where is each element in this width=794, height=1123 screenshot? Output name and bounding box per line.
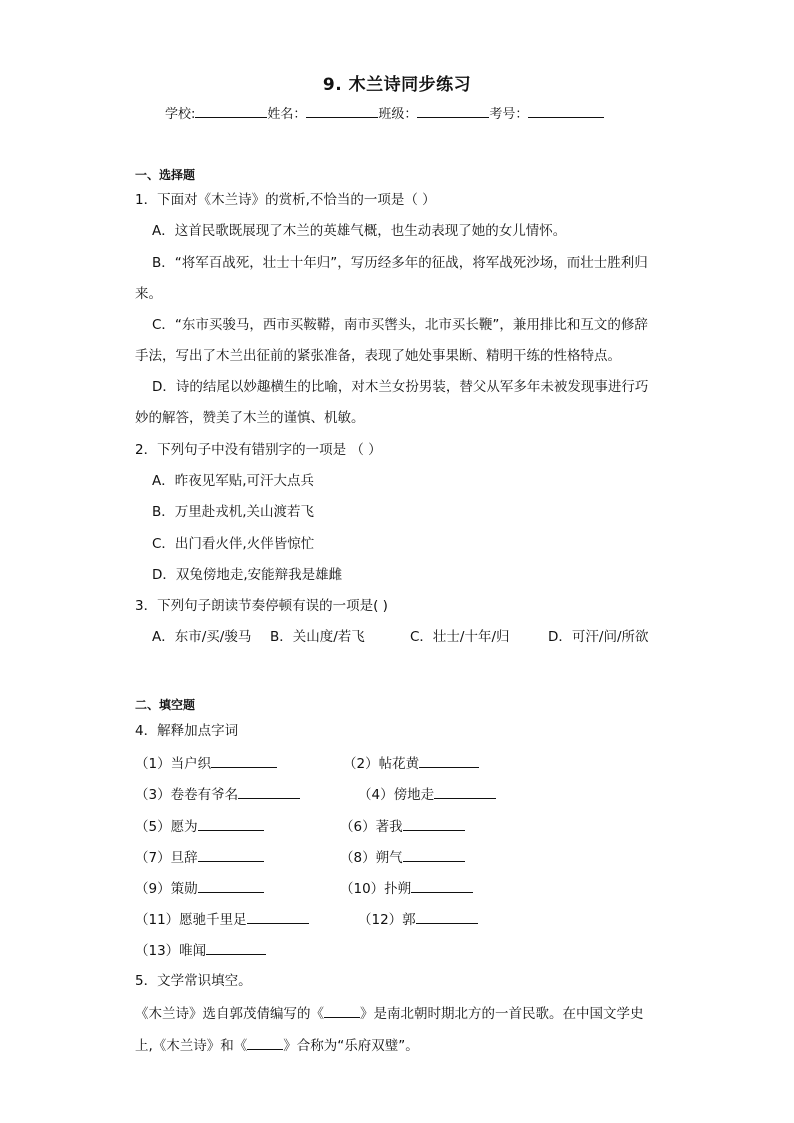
- q4-item-6: （6）著我: [340, 817, 465, 836]
- name-blank[interactable]: [306, 105, 378, 118]
- question-1-stem: 1．下面对《木兰诗》的赏析,不恰当的一项是（ ）: [135, 192, 436, 208]
- q5-blank-2[interactable]: [247, 1036, 283, 1050]
- question-1-option-c: C．“东市买骏马，西市买鞍鞯，南市买辔头，北市买长鞭”，兼用排比和互文的修辞: [152, 317, 648, 333]
- question-1-option-d: D．诗的结尾以妙趣横生的比喻，对木兰女扮男装，替父从军多年未被发现事进行巧: [152, 379, 649, 395]
- class-blank[interactable]: [417, 105, 489, 118]
- section-heading-fill: 二、填空题: [135, 698, 196, 712]
- q5-blank-1[interactable]: [324, 1004, 360, 1018]
- question-2-option-c: C．出门看火伴,火伴皆惊忙: [152, 536, 315, 552]
- q4-item-12-blank[interactable]: [416, 910, 478, 924]
- q4-item-5-blank[interactable]: [198, 817, 264, 831]
- question-1-option-d-cont: 妙的解答，赞美了木兰的谨慎、机敏。: [135, 410, 365, 426]
- question-1-option-b: B．“将军百战死，壮士十年归”，写历经多年的征战，将军战死沙场，而壮士胜利归: [152, 255, 648, 271]
- question-3-option-d: D．可汗/问/所欲: [548, 629, 649, 645]
- q4-item-9: （9）策勋: [135, 879, 264, 898]
- q4-item-8: （8）朔气: [340, 848, 465, 867]
- q4-item-10-blank[interactable]: [411, 879, 473, 893]
- question-3-stem: 3．下列句子朗读节奏停顿有误的一项是( ): [135, 598, 388, 614]
- q4-item-13-blank[interactable]: [206, 941, 266, 955]
- q4-item-4-blank[interactable]: [434, 785, 496, 799]
- q4-item-8-blank[interactable]: [403, 848, 465, 862]
- q4-item-9-blank[interactable]: [198, 879, 264, 893]
- exam-no-blank[interactable]: [528, 105, 604, 118]
- question-1-option-c-cont: 手法，写出了木兰出征前的紧张准备，表现了她处事果断、精明干练的性格特点。: [135, 348, 621, 364]
- q4-item-4: （4）傍地走: [358, 785, 496, 804]
- question-4-stem: 4．解释加点字词: [135, 723, 239, 739]
- school-label: 学校:: [165, 107, 196, 122]
- q4-item-10: （10）扑朔: [340, 879, 473, 898]
- question-1-option-b-cont: 来。: [135, 286, 162, 302]
- q4-item-11: （11）愿驰千里足: [135, 910, 309, 929]
- question-1-option-a: A．这首民歌既展现了木兰的英雄气概，也生动表现了她的女儿情怀。: [152, 223, 567, 239]
- q4-item-1-blank[interactable]: [211, 754, 277, 768]
- class-label: 班级：: [378, 107, 418, 122]
- page-title: 9. 木兰诗同步练习: [322, 75, 472, 95]
- q5-line-2: 上,《木兰诗》和《 》合称为“乐府双璧”。: [135, 1038, 419, 1054]
- question-3-option-c: C．壮士/十年/归: [410, 629, 510, 645]
- student-info-line: [165, 103, 604, 122]
- q4-item-12: （12）郭: [358, 910, 478, 929]
- question-2-option-a: A．昨夜见军贴,可汗大点兵: [152, 473, 315, 489]
- name-label: 姓名：: [267, 107, 307, 122]
- question-3-option-a: A．东市/买/骏马: [152, 629, 252, 645]
- question-3-option-b: B．关山度/若飞: [270, 629, 365, 645]
- exam-no-label: 考号：: [489, 107, 529, 122]
- q4-item-7: （7）旦辞: [135, 848, 264, 867]
- q4-item-3: （3）卷卷有爷名: [135, 785, 300, 804]
- question-2-option-d: D．双兔傍地走,安能辩我是雄雌: [152, 567, 343, 583]
- q4-item-1: （1）当户织: [135, 754, 277, 773]
- q4-item-3-blank[interactable]: [238, 785, 300, 799]
- q4-item-13: （13）唯闻: [135, 941, 266, 960]
- question-5-stem: 5．文学常识填空。: [135, 973, 252, 989]
- q4-item-2: （2）帖花黄: [343, 754, 479, 773]
- q4-item-2-blank[interactable]: [419, 754, 479, 768]
- school-blank[interactable]: [195, 105, 267, 118]
- q4-item-11-blank[interactable]: [247, 910, 309, 924]
- section-heading-choice: 一、选择题: [135, 168, 196, 182]
- q5-line-1: 《木兰诗》选自郭茂倩编写的《 》是南北朝时期北方的一首民歌。在中国文学史: [135, 1006, 644, 1022]
- question-2-option-b: B．万里赴戎机,关山渡若飞: [152, 504, 315, 520]
- q4-item-7-blank[interactable]: [198, 848, 264, 862]
- question-2-stem: 2．下列句子中没有错别字的一项是 （ ）: [135, 442, 382, 458]
- q4-item-5: （5）愿为: [135, 817, 264, 836]
- q4-item-6-blank[interactable]: [403, 817, 465, 831]
